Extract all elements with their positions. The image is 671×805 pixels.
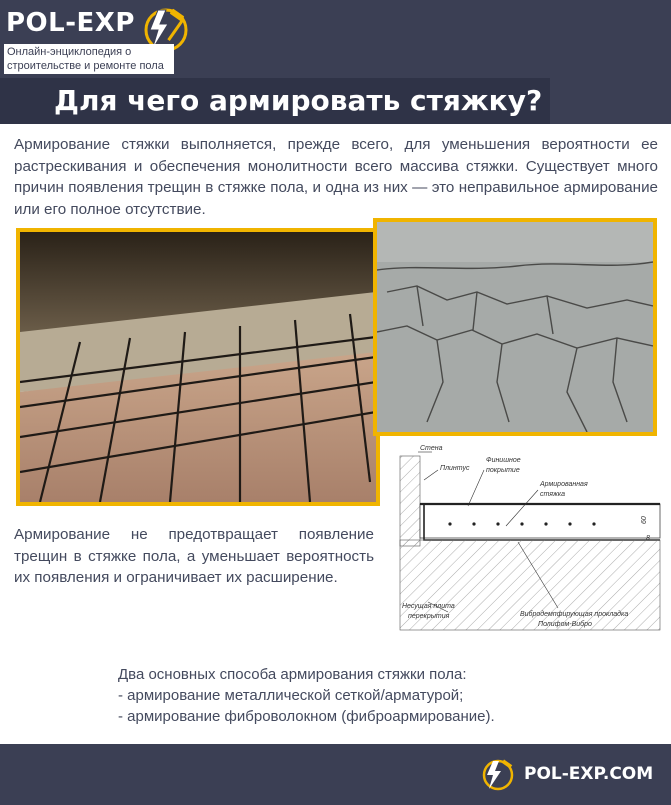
cracked-screed-photo	[373, 218, 657, 436]
method-item-fiber: - армирование фиброволокном (фиброармирование).	[118, 708, 495, 725]
logo-tagline: Онлайн-энциклопедия о строительстве и ремонте пола	[4, 44, 174, 74]
method-item-mesh: - армирование металлической сеткой/арматурой;	[118, 687, 464, 704]
label-slab-1: Несущая плита	[402, 603, 455, 610]
page-title: Для чего армировать стяжку?	[54, 84, 543, 117]
footer-logo-icon	[478, 757, 518, 793]
methods-list	[118, 664, 618, 727]
methods-heading: Два основных способа армирования стяжки пола:	[118, 666, 467, 683]
label-dim-60: 60	[641, 516, 648, 524]
cracks-illustration	[377, 222, 653, 432]
logo-title: POL-EXP	[6, 8, 135, 38]
screed-cross-section-diagram	[388, 436, 666, 646]
label-damper-1: Вибродемпфирующая прокладка	[520, 611, 629, 618]
label-damper-2: Полифом-Вибро	[538, 621, 592, 628]
logo[interactable]	[0, 0, 200, 78]
label-screed-2: стяжка	[540, 491, 566, 498]
intro-paragraph: Армирование стяжки выполняется, прежде всего, для уменьшения вероятности ее растрескивания и обеспечения монолитности всего массива стяжки. Существует много причин появления трещин в стяжке пола, и одна из них — это неправильное армирование или его полное отсутствие.	[14, 136, 658, 218]
label-slab-2: перекрытия	[408, 613, 450, 620]
label-dim-8: 8	[646, 535, 650, 542]
label-finish-1: Финишное	[486, 457, 521, 464]
label-screed-1: Армированная	[540, 481, 588, 488]
label-wall: Стена	[420, 445, 443, 452]
reinforcement-mesh-photo	[16, 228, 380, 506]
footer-url-link[interactable]: POL-EXP.COM	[524, 764, 654, 784]
label-skirting: Плинтус	[440, 465, 470, 472]
mesh-illustration	[20, 232, 376, 502]
reinforcement-note: Армирование не предотвращает появление трещин в стяжке пола, а уменьшает вероятность их появления и ограничивает их расширение.	[14, 526, 374, 586]
label-finish-2: покрытие	[486, 467, 520, 474]
